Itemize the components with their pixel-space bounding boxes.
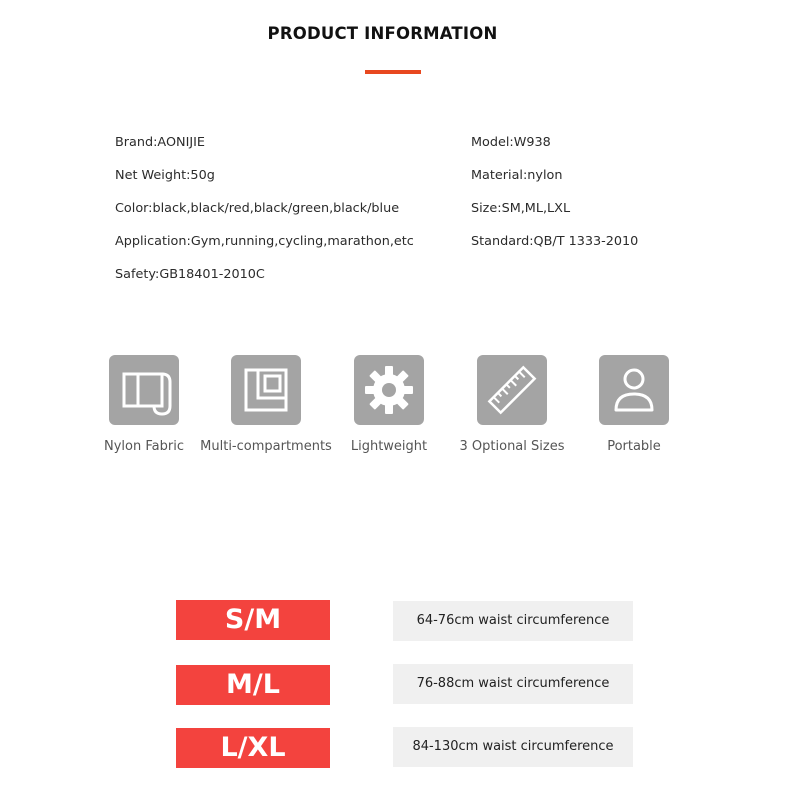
feature-label: Portable [607,439,661,454]
size-badge-sm: S/M [176,600,330,640]
size-badge-ml: M/L [176,665,330,705]
size-description-sm: 64-76cm waist circumference [393,601,633,641]
gear-icon [354,355,424,425]
spec-safety: Safety:GB18401-2010C [115,267,265,282]
page-title: PRODUCT INFORMATION [267,24,498,43]
spec-material: Material:nylon [471,168,563,183]
feature-label: Lightweight [350,439,428,454]
size-badge-lxl: L/XL [176,728,330,768]
fabric-roll-icon [109,355,179,425]
spec-application: Application:Gym,running,cycling,marathon,etc [115,234,414,249]
spec-brand: Brand:AONIJIE [115,135,206,150]
spec-model: Model:W938 [471,135,551,150]
person-icon [599,355,669,425]
size-description-ml: 76-88cm waist circumference [393,664,633,704]
feature-label: Nylon Fabric [104,439,184,454]
spec-standard: Standard:QB/T 1333-2010 [471,234,639,249]
spec-color: Color:black,black/red,black/green,black/blue [115,201,400,216]
spec-net-weight: Net Weight:50g [115,168,215,183]
feature-label: 3 Optional Sizes [459,439,565,454]
feature-label: Multi-compartments [200,439,332,454]
ruler-icon [477,355,547,425]
feature-portable [559,355,709,454]
compartments-icon [231,355,301,425]
title-underline [365,70,421,74]
size-description-lxl: 84-130cm waist circumference [393,727,633,767]
spec-size: Size:SM,ML,LXL [471,201,571,216]
